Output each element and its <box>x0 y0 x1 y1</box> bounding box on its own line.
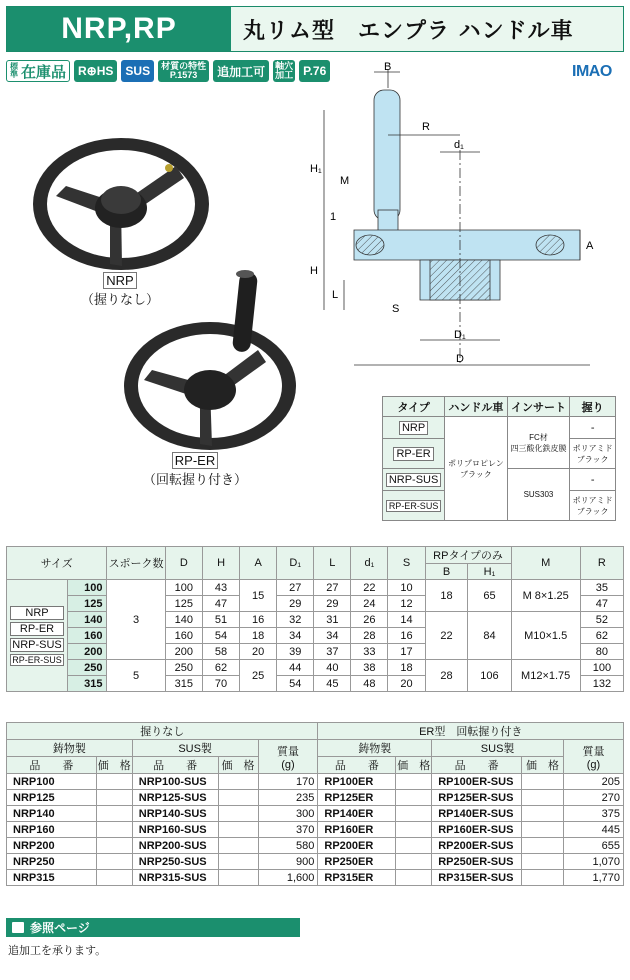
hole-badge: 軸穴 加工 <box>275 61 294 80</box>
dim-B: B <box>384 61 392 73</box>
dim-D: D <box>456 353 464 365</box>
type-label: NRP-SUS <box>386 473 442 487</box>
size-cell: 100 <box>68 580 107 596</box>
th-S: S <box>388 547 425 580</box>
th-rp-only: RPタイプのみ <box>425 547 511 564</box>
table-cell: NRP160-SUS <box>132 822 218 838</box>
spoke-cell: 5 <box>107 660 165 692</box>
table-cell: NRP100-SUS <box>132 774 218 790</box>
table-cell: RP200ER <box>318 838 396 854</box>
size-table: サイズ スポーク数 D H A D₁ L d₁ S RPタイプのみ M R B H₁ NRP RP-ER NRP-SUS RP-ER-SUS 100 3 100 43 15 27 27 22 10 18 65 M 8×1.25 35 125 125 47 29 29 24 12 47 140 140 51 16 32 31 26 14 22 84 M10×1.5 52 160 160 54 18 34 34 28 16 62 200 200 58 20 39 37 33 17 80 250 5 250 62 25 44 40 38 18 28 106 M12×1.75 100 315 315 70 54 45 48 20 132 <box>6 546 624 692</box>
table-cell <box>218 806 258 822</box>
size-cell: 200 <box>68 644 107 660</box>
table-cell: NRP125-SUS <box>132 790 218 806</box>
table-cell <box>396 854 432 870</box>
table-cell <box>522 838 564 854</box>
dim-L: L <box>332 289 339 301</box>
table-cell <box>96 870 132 886</box>
product-code: NRP,RP <box>7 7 231 51</box>
grip-cell: ポリアミド ブラック <box>570 491 616 521</box>
table-row <box>7 806 624 822</box>
table-cell: NRP200 <box>7 838 97 854</box>
table-cell: RP250ER-SUS <box>432 854 522 870</box>
table-cell <box>396 790 432 806</box>
table-row <box>7 854 624 870</box>
nrp-wheel-photo <box>26 126 216 276</box>
addproc-badge: 追加工可 <box>213 60 269 82</box>
table-cell <box>96 822 132 838</box>
type-label: NRP <box>399 421 428 435</box>
dim-A: A <box>586 240 594 252</box>
dim-M: M <box>340 175 350 187</box>
table-cell <box>96 838 132 854</box>
table-row <box>7 822 624 838</box>
sus-badge: SUS <box>121 60 154 82</box>
table-cell <box>396 806 432 822</box>
size-cell: 315 <box>68 676 107 692</box>
table-cell: 170 <box>258 774 318 790</box>
stock-badge: 標準 在庫品 <box>6 60 70 82</box>
table-cell: 235 <box>258 790 318 806</box>
reference-header: 参照ページ <box>6 918 300 937</box>
th-R: R <box>580 547 623 580</box>
th-insert: インサート <box>507 397 570 417</box>
size-cell: 125 <box>68 596 107 612</box>
table-cell: 580 <box>258 838 318 854</box>
table-cell: RP160ER <box>318 822 396 838</box>
type-label: RP-ER-SUS <box>386 500 442 512</box>
th-type: タイプ <box>383 397 445 417</box>
table-cell: RP125ER-SUS <box>432 790 522 806</box>
table-cell: RP125ER <box>318 790 396 806</box>
reference-note: 追加工を承ります。 <box>8 944 107 957</box>
table-cell: NRP250-SUS <box>132 854 218 870</box>
table-cell <box>522 790 564 806</box>
table-row <box>7 870 624 886</box>
dim-1: 1 <box>330 211 337 223</box>
table-cell: RP315ER <box>318 870 396 886</box>
table-cell: RP140ER-SUS <box>432 806 522 822</box>
size-cell: 140 <box>68 612 107 628</box>
th-size: サイズ <box>7 547 107 580</box>
dim-D1: D₁ <box>454 329 466 341</box>
table-cell <box>218 822 258 838</box>
th-D: D <box>165 547 202 580</box>
table-cell <box>396 870 432 886</box>
th-no-grip: 握りなし <box>7 723 318 740</box>
table-cell: NRP315-SUS <box>132 870 218 886</box>
material-badge[interactable]: 材質の特性 P.1573 <box>158 60 209 82</box>
table-cell <box>96 806 132 822</box>
wheel-material: ポリプロピレン ブラック <box>445 417 507 521</box>
table-cell <box>96 854 132 870</box>
nrp-caption: NRP （握りなし） <box>80 273 159 308</box>
table-cell <box>396 838 432 854</box>
rper-caption: RP-ER （回転握り付き） <box>142 453 247 488</box>
table-cell: 1,600 <box>258 870 318 886</box>
table-cell: 1,070 <box>564 854 624 870</box>
table-cell <box>522 870 564 886</box>
table-cell: RP140ER <box>318 806 396 822</box>
part-table: 握りなし ER型 回転握り付き 鋳物製 SUS製 質量 (g) 鋳物製 SUS製 質量 (g) 品 番 価 格 品 番 価 格 品 番 価 格 品 番 価 格 NRP100 NRP100-SUS 170 RP100ER RP100ER-SUS 205 NRP125 NRP125-SUS 235 RP125ER RP125ER-SUS 270 NRP140 NRP140-SUS 300 RP140ER RP140ER-SUS 375 NRP160 NRP160-SUS 370 RP160ER RP160ER-SUS 445 NRP200 NRP200-SUS 580 RP200ER RP200ER-SUS 655 NRP250 NRP250-SUS 900 RP250ER RP250ER-SUS 1,070 NRP315 NRP315-SUS 1,600 RP315ER RP315ER-SUS 1,770 <box>6 722 624 886</box>
table-cell: NRP250 <box>7 854 97 870</box>
table-cell <box>218 838 258 854</box>
dimension-drawing <box>300 60 620 380</box>
rohs-badge: R⊕HS <box>74 60 117 82</box>
table-cell: NRP160 <box>7 822 97 838</box>
table-cell <box>218 774 258 790</box>
table-cell: 900 <box>258 854 318 870</box>
table-row <box>7 838 624 854</box>
th-wheel: ハンドル車 <box>445 397 507 417</box>
insert-material: SUS303 <box>507 469 570 521</box>
table-cell: 375 <box>564 806 624 822</box>
th-B: B <box>425 564 468 580</box>
table-cell: RP100ER <box>318 774 396 790</box>
table-cell: NRP315 <box>7 870 97 886</box>
table-cell <box>396 822 432 838</box>
rper-wheel-photo <box>100 266 300 456</box>
spoke-cell: 3 <box>107 580 165 660</box>
th-H: H <box>203 547 240 580</box>
table-cell: 300 <box>258 806 318 822</box>
title-bar <box>6 6 624 52</box>
badge-row <box>6 60 330 82</box>
size-cell: 250 <box>68 660 107 676</box>
dim-d1: d₁ <box>454 139 464 151</box>
table-cell <box>522 822 564 838</box>
size-cell: 160 <box>68 628 107 644</box>
th-weight: 質量 (g) <box>258 740 318 774</box>
table-cell: RP250ER <box>318 854 396 870</box>
table-row <box>7 774 624 790</box>
type-table <box>382 396 616 521</box>
table-cell: 655 <box>564 838 624 854</box>
table-cell <box>96 790 132 806</box>
th-er-type: ER型 回転握り付き <box>318 723 624 740</box>
table-cell: NRP100 <box>7 774 97 790</box>
table-row <box>7 790 624 806</box>
table-cell: NRP140-SUS <box>132 806 218 822</box>
size-type-labels: NRP RP-ER NRP-SUS RP-ER-SUS <box>7 580 68 692</box>
table-cell: 445 <box>564 822 624 838</box>
th-d1: d₁ <box>351 547 388 580</box>
table-cell <box>218 790 258 806</box>
grip-cell: - <box>570 417 616 439</box>
grip-cell: ポリアミド ブラック <box>570 439 616 469</box>
table-cell <box>522 774 564 790</box>
table-cell <box>96 774 132 790</box>
th-M: M <box>511 547 580 580</box>
table-cell <box>522 854 564 870</box>
table-cell <box>218 870 258 886</box>
table-cell: NRP200-SUS <box>132 838 218 854</box>
dim-H1: H₁ <box>310 163 322 175</box>
table-cell <box>522 806 564 822</box>
th-H1: H₁ <box>468 564 511 580</box>
table-cell: NRP140 <box>7 806 97 822</box>
th-L: L <box>314 547 351 580</box>
th-A: A <box>240 547 277 580</box>
dim-H: H <box>310 265 318 277</box>
th-spokes: スポーク数 <box>107 547 165 580</box>
type-label: RP-ER <box>393 447 433 461</box>
dim-R: R <box>422 121 430 133</box>
product-name: 丸リム型 エンプラ ハンドル車 <box>231 7 623 51</box>
page-badge[interactable]: P.76 <box>299 60 330 82</box>
imao-logo: IMAO <box>572 63 612 80</box>
table-cell: RP160ER-SUS <box>432 822 522 838</box>
grip-cell: - <box>570 469 616 491</box>
table-cell: 270 <box>564 790 624 806</box>
table-cell: 205 <box>564 774 624 790</box>
table-cell <box>218 854 258 870</box>
table-cell <box>396 774 432 790</box>
insert-material: FC材 四三酸化鉄皮膜 <box>507 417 570 469</box>
th-D1: D₁ <box>277 547 314 580</box>
table-cell: 1,770 <box>564 870 624 886</box>
table-cell: RP200ER-SUS <box>432 838 522 854</box>
table-cell: 370 <box>258 822 318 838</box>
table-cell: RP315ER-SUS <box>432 870 522 886</box>
table-cell: NRP125 <box>7 790 97 806</box>
table-cell: RP100ER-SUS <box>432 774 522 790</box>
dim-S: S <box>392 303 400 315</box>
th-grip: 握り <box>570 397 616 417</box>
